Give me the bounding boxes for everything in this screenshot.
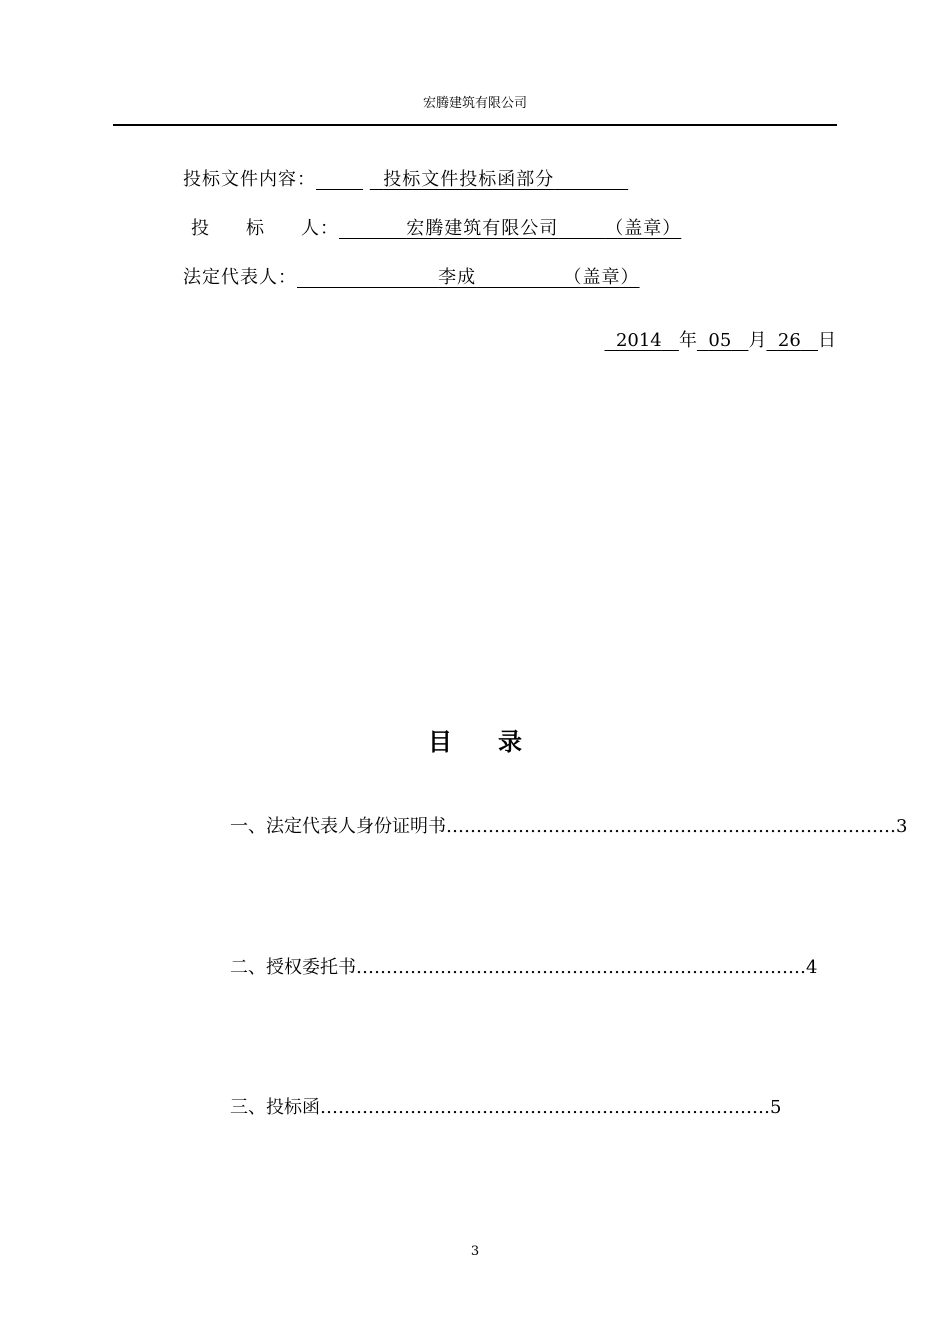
content-value: 投标文件投标函部分 xyxy=(383,169,555,190)
content-label: 投标文件内容： xyxy=(183,169,316,190)
toc-title xyxy=(0,722,950,757)
representative-field xyxy=(183,263,640,289)
date-day: 26 xyxy=(777,330,801,351)
toc-item[interactable] xyxy=(230,812,908,838)
toc-title-char-1: 目 xyxy=(428,728,452,756)
page-number: 3 xyxy=(470,1244,480,1259)
toc-title-char-2: 录 xyxy=(498,728,522,756)
representative-seal: （盖章） xyxy=(563,267,640,288)
representative-label: 法定代表人： xyxy=(183,267,297,288)
toc-item-label: 二、授权委托书 xyxy=(230,957,356,978)
toc-item-label: 一、法定代表人身份证明书 xyxy=(230,816,446,837)
page-header: 宏腾建筑有限公司 xyxy=(422,96,527,111)
date-month: 05 xyxy=(708,330,732,351)
bidder-value: 宏腾建筑有限公司 xyxy=(406,218,559,239)
toc-item[interactable] xyxy=(230,1093,782,1119)
header-divider xyxy=(113,124,837,126)
toc-item-label: 三、投标函 xyxy=(230,1097,320,1118)
toc-dot-leader: ………………………………………………………………… xyxy=(320,1097,770,1118)
toc-item-page: 5 xyxy=(770,1097,782,1118)
toc-item[interactable] xyxy=(230,953,818,979)
toc-item-page: 4 xyxy=(806,957,818,978)
bidder-label-2: 标 xyxy=(246,218,265,239)
bidder-seal: （盖章） xyxy=(605,218,682,239)
bidder-label-3: 人： xyxy=(301,218,339,239)
toc-dot-leader: ………………………………………………………………… xyxy=(356,957,806,978)
bidder-label-1: 投 xyxy=(191,218,210,239)
representative-value: 李成 xyxy=(438,267,477,288)
bidder-field xyxy=(191,214,681,240)
content-field xyxy=(183,165,628,191)
date-year-unit: 年 xyxy=(678,330,697,351)
date-line xyxy=(605,326,837,352)
date-month-unit: 月 xyxy=(748,330,767,351)
date-day-unit: 日 xyxy=(818,330,836,351)
toc-item-page: 3 xyxy=(896,816,908,837)
toc-dot-leader: ………………………………………………………………… xyxy=(446,816,896,837)
date-year: 2014 xyxy=(615,330,662,351)
